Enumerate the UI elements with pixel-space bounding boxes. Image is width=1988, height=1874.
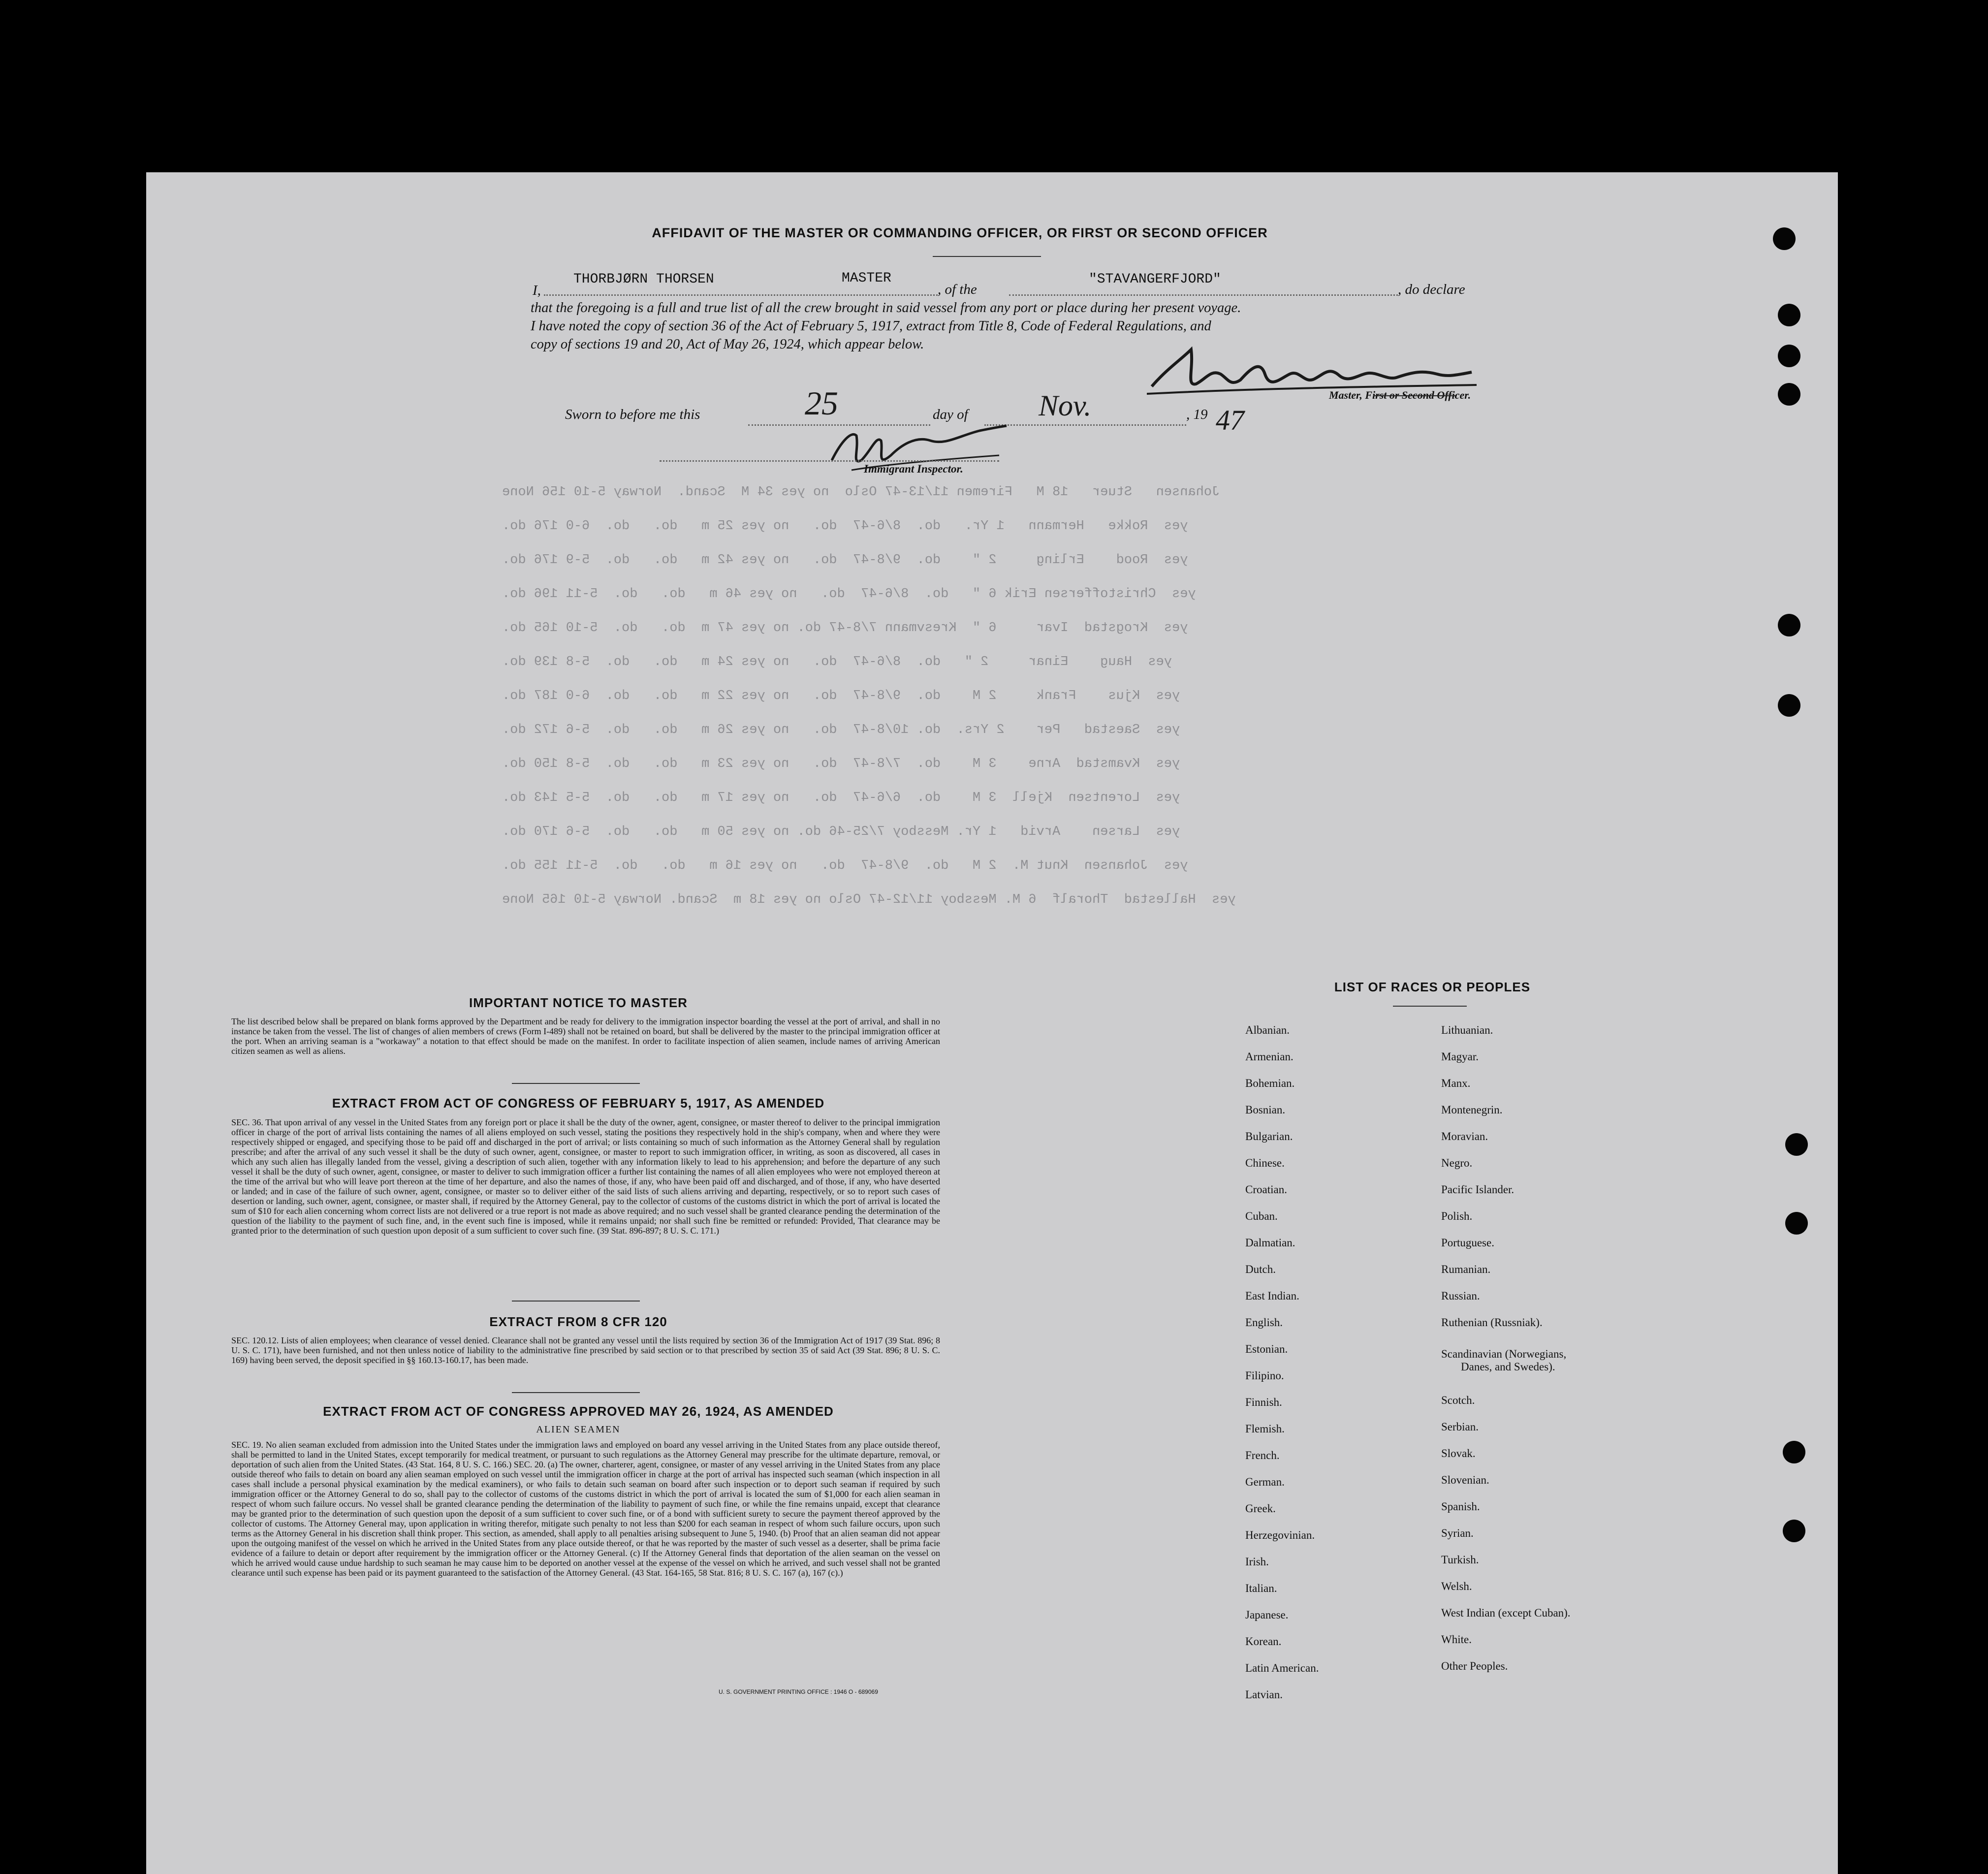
race-item: Bosnian.	[1245, 1104, 1286, 1116]
race-item: Polish.	[1441, 1210, 1473, 1222]
race-item: German.	[1245, 1476, 1285, 1488]
day-of-text: day of	[933, 407, 968, 422]
punch-hole	[1778, 383, 1800, 406]
race-item: Welsh.	[1441, 1580, 1472, 1592]
race-item: Dalmatian.	[1245, 1237, 1295, 1249]
race-item: Flemish.	[1245, 1423, 1285, 1435]
race-item: Japanese.	[1245, 1609, 1289, 1621]
extract-cfr-text: SEC. 120.12. Lists of alien employees; when clearance of vessel denied. Clearance shall not be granted any vessel until the lists required by section 36 of the Immigration Act of 1917 (39 Stat. 896; 8 U. S. C. 171), have been furnished, and not then unless notice of liability to the administrative fine prescribed by said section or to that prescribed by section 35 of said Act (39 Stat. 896; 8 U. S. C. 169) having been served, the deposit specified in §§ 160.13-160.17, has been made.	[231, 1335, 940, 1365]
race-item: Montenegrin.	[1441, 1104, 1503, 1116]
affidavit-title: AFFIDAVIT OF THE MASTER OR COMMANDING OFFICER, OR FIRST OR SECOND OFFICER	[652, 225, 1268, 240]
do-declare-text: , do declare	[1398, 282, 1465, 297]
notice-title: IMPORTANT NOTICE TO MASTER	[469, 995, 688, 1010]
race-item: Russian.	[1441, 1290, 1480, 1302]
race-item: Filipino.	[1245, 1369, 1284, 1382]
race-item: Italian.	[1245, 1582, 1277, 1594]
extract-1924-text: SEC. 19. No alien seaman excluded from admission into the United States under the immigration laws and employed on board any vessel arriving in the United States from any place outside thereof, shall be permitted to land in the United States, except temporarily for medical treatment, or pursuant to such regulations as the Attorney General may prescribe for the ultimate departure, removal, or deportation of such alien from the United States. (43 Stat. 164, 8 U. S. C. 166.) SEC. 20. (a) The owner, charterer, agent, consignee, or master of any vessel arriving in the United States from any place outside thereof who fails to detain on board any alien seaman employed on such vessel until the immigration officer in charge at the port of arrival has inspected such seaman (which inspection in all cases shall include a personal physical examination by the medical examiners), or who fails to detain such seaman on board after such inspection or to deport such seaman if required by such immigration officer or the Attorney General to do so, shall pay to the collector of customs of the customs district in which the port of arrival is located the sum of $1,000 for each alien seaman in respect of whom such failure occurs. No vessel shall be granted clearance pending the determination of the liability to payment of such fine, or while the fine remains unpaid, except that clearance may be granted prior to the determination of such question upon the deposit of a sum sufficient to cover such fine, or of a bond with sufficient surety to secure the payment thereof approved by the collector of customs. The Attorney General may, upon application in writing therefor, mitigate such penalty to not less than $200 for each seaman in respect of whom such failure occurs, upon such terms as the Attorney General in his discretion shall think proper. This section, as amended, shall apply to all penalties arising subsequent to June 5, 1940. (b) Proof that an alien seaman did not appear upon the outgoing manifest of the vessel on which he arrived in the United States from any place outside thereof, or that he was reported by the master of such vessel as a deserter, shall be prima facie evidence of a failure to detain or deport after requirement by the immigration officer or the Attorney General. (c) If the Attorney General finds that deportation of the alien seaman on the vessel on which he arrived would cause undue hardship to such seaman he may cause him to be deported on another vessel at the expense of the vessel on which he arrived, and such vessel shall not be granted clearance until such expense has been paid or its payment guaranteed to the satisfaction of the Attorney General. (43 Stat. 164-165, 58 Stat. 816; 8 U. S. C. 167 (a), 167 (c).)	[231, 1440, 940, 1578]
race-item: Bohemian.	[1245, 1077, 1295, 1089]
race-item: Slovak.	[1441, 1447, 1476, 1460]
race-item: Chinese.	[1245, 1157, 1285, 1169]
race-item: West Indian (except Cuban).	[1441, 1607, 1571, 1619]
race-item: White.	[1441, 1633, 1472, 1646]
bleed-through-row: yes Hallestad Thoralf 6 M. Messboy 11/12-47 Oslo no yes 18 m Scand. Norway 5-10 165 None	[502, 892, 1236, 907]
punch-hole	[1783, 1520, 1805, 1542]
year-value: 47	[1216, 404, 1244, 436]
race-item: Portuguese.	[1441, 1237, 1494, 1249]
notice-text: The list described below shall be prepared on blank forms approved by the Department and be ready for delivery to the immigration inspector boarding the vessel at the port of arrival, and shall in no instance be taken from the vessel. The list of changes of alien members of crews (Form I-489) shall not be retained on board, but shall be delivered by the master to the principal immigration officer at the port. When an arriving seaman is a "workaway" a notation to that effect should be made on the manifest. In order to facilitate inspection of alien seamen, include names of arriving American citizen seamen as well as aliens.	[231, 1016, 940, 1056]
strike-through	[1373, 395, 1457, 396]
inspector-caption: Immigrant Inspector.	[864, 463, 963, 475]
bleed-through-row: yes Kjus Frank 2 M do. 9/8-47 do. no yes 22 m do. do. 6-0 187 do.	[502, 689, 1180, 703]
race-item: Manx.	[1441, 1077, 1471, 1089]
section-rule	[512, 1301, 640, 1302]
punch-hole	[1785, 1133, 1808, 1156]
race-item: Moravian.	[1441, 1130, 1488, 1143]
master-rank: MASTER	[842, 271, 891, 286]
vessel-line	[1009, 294, 1398, 296]
race-item: Slovenian.	[1441, 1474, 1489, 1486]
race-item: Latvian.	[1245, 1688, 1283, 1701]
race-item: Greek.	[1245, 1502, 1276, 1515]
bleed-through-row: yes Christoffersen Erik 6 " do. 8/6-47 do. no yes 46 m do. do. 5-11 196 do.	[502, 587, 1196, 602]
month-line	[984, 424, 1186, 426]
vessel-name: "STAVANGERFJORD"	[1089, 272, 1221, 287]
extract-1917-title: EXTRACT FROM ACT OF CONGRESS OF FEBRUARY 5, 1917, AS AMENDED	[332, 1096, 825, 1111]
bleed-through-row: yes Saestad Per 2 Yrs. do. 10/8-47 do. no yes 26 m do. do. 5-6 172 do.	[502, 723, 1180, 737]
extract-1924-title: EXTRACT FROM ACT OF CONGRESS APPROVED MAY 26, 1924, AS AMENDED	[323, 1404, 834, 1419]
race-item: Irish.	[1245, 1556, 1269, 1568]
punch-hole	[1783, 1441, 1805, 1463]
master-caption: Master, First or Second Officer.	[1329, 389, 1471, 401]
year-prefix: , 19	[1186, 407, 1208, 422]
race-item: Other Peoples.	[1441, 1660, 1508, 1672]
bleed-through-row: yes Larsen Arvid 1 Yr. Messboy 7/25-46 do. no yes 50 m do. do. 5-6 170 do.	[502, 825, 1180, 839]
declaration-line-4: copy of sections 19 and 20, Act of May 26, 1924, which appear below.	[531, 337, 924, 352]
title-rule	[933, 256, 1041, 257]
race-item: Cuban.	[1245, 1210, 1278, 1222]
race-item: French.	[1245, 1449, 1280, 1461]
punch-hole	[1773, 227, 1796, 250]
race-item: Pacific Islander.	[1441, 1183, 1515, 1196]
race-item: Spanish.	[1441, 1500, 1480, 1513]
race-item: Bulgarian.	[1245, 1130, 1293, 1143]
races-rule	[1393, 1006, 1467, 1007]
bleed-through-row: yes Rood Erling 2 " do. 9/8-47 do. no yes 42 m do. do. 5-9 176 do.	[502, 553, 1188, 568]
race-item: Scotch.	[1441, 1394, 1475, 1406]
race-item: Korean.	[1245, 1635, 1282, 1648]
affidavit-i: I,	[533, 283, 541, 298]
bleed-through-row: yes Lorentsen Kjell 3 M do. 6/6-47 do. no yes 17 m do. do. 5-5 143 do.	[502, 791, 1180, 805]
inspector-line	[660, 460, 999, 462]
race-item: Armenian.	[1245, 1050, 1294, 1063]
race-item: Danes, and Swedes).	[1461, 1361, 1555, 1373]
of-the-text: , of the	[938, 282, 977, 297]
punch-hole	[1778, 304, 1800, 326]
bleed-through-row: Johansen Stuer 18 M Firemen 11/13-47 Oslo no yes 34 M Scand. Norway 5-10 156 None	[502, 485, 1220, 500]
bleed-through-row: yes Johansen Knut M. 2 M do. 9/8-47 do. no yes 16 m do. do. 5-11 155 do.	[502, 858, 1188, 873]
race-item: Scandinavian (Norwegians,	[1441, 1348, 1567, 1360]
bleed-through-row: yes Rokke Hermann 1 Yr. do. 8/6-47 do. no yes 25 m do. do. 6-0 176 do.	[502, 519, 1188, 534]
race-item: Negro.	[1441, 1157, 1473, 1169]
name-line	[544, 294, 938, 296]
race-item: English.	[1245, 1316, 1283, 1329]
extract-cfr-title: EXTRACT FROM 8 CFR 120	[489, 1314, 667, 1329]
section-rule	[512, 1083, 640, 1084]
punch-hole	[1778, 345, 1800, 367]
race-item: Syrian.	[1441, 1527, 1474, 1539]
bleed-through-row: yes Kvamstad Arne 3 M do. 7/8-47 do. no yes 23 m do. do. 5-8 150 do.	[502, 757, 1180, 771]
declaration-line-2: that the foregoing is a full and true list of all the crew brought in said vessel from any port or place during her present voyage.	[531, 300, 1241, 316]
race-item: Rumanian.	[1441, 1263, 1491, 1275]
section-rule	[512, 1392, 640, 1393]
races-title: LIST OF RACES OR PEOPLES	[1334, 980, 1531, 994]
race-item: Albanian.	[1245, 1024, 1290, 1036]
race-item: Dutch.	[1245, 1263, 1276, 1275]
race-item: Lithuanian.	[1441, 1024, 1493, 1036]
race-item: Finnish.	[1245, 1396, 1282, 1408]
race-item: Serbian.	[1441, 1421, 1479, 1433]
extract-1917-text: SEC. 36. That upon arrival of any vessel in the United States from any foreign port or place it shall be the duty of the owner, agent, consignee, or master thereof to deliver to the principal immigration officer in charge of the port of arrival lists containing the names of all aliens employed on such vessel, stating the positions they respectively hold in the ship's company, when and where they were respectively shipped or engaged, and specifying those to be paid off and discharged in the port of arrival; or lists containing so much of such information as the Attorney General shall by regulation prescribe; and after the arrival of any such vessel it shall be the duty of such owner, agent, consignee, or master to report to such immigration officer, in writing, as soon as discovered, all cases in which any such alien has illegally landed from the vessel, giving a description of such alien, together with any information likely to lead to his apprehension; and before the departure of any such vessel it shall be the duty of such owner, agent, consignee, or master to deliver to such immigration officer a further list containing the names of all alien employees who were not employed thereon at the time of the arrival but who will leave port thereon at the time of her departure, and also the names of those, if any, who have been paid off and discharged, and of those, if any, who have deserted or landed; and in case of the failure of such owner, agent, consignee, or master so to deliver either of the said lists of such aliens arriving and departing, respectively, or so to report such cases of desertion or landing, such owner, agent, consignee, or master shall, if required by the Attorney General, pay to the collector of customs of the customs district in which the port of arrival is located the sum of $10 for each alien concerning whom correct lists are not delivered or a true report is not made as above required; and no such vessel shall be granted clearance pending the determination of the question of the liability to the payment of such fine, and, in the event such fine is imposed, while it remains unpaid; nor shall such fine be remitted or refunded: Provided, That clearance may be granted prior to the determination of such question upon deposit of a sum sufficient to cover such fine. (39 Stat. 896-897; 8 U. S. C. 171.)	[231, 1117, 940, 1236]
bleed-through-row: yes Krogstad Ivar 6 " Kresvmann 7/8-47 do. no yes 47 m do. do. 5-10 165 do.	[502, 621, 1188, 635]
race-item: Turkish.	[1441, 1554, 1479, 1566]
race-item: Magyar.	[1441, 1050, 1479, 1063]
punch-hole	[1785, 1212, 1808, 1235]
month-value: Nov.	[1039, 389, 1092, 422]
bleed-through-row: yes Haug Einar 2 " do. 8/6-47 do. no yes 24 m do. do. 5-8 139 do.	[502, 655, 1172, 669]
race-item: Ruthenian (Russniak).	[1441, 1316, 1543, 1329]
day-value: 25	[805, 384, 838, 422]
extract-1924-subtitle: ALIEN SEAMEN	[536, 1424, 621, 1435]
race-item: Croatian.	[1245, 1183, 1287, 1196]
race-item: Herzegovinian.	[1245, 1529, 1315, 1541]
sworn-text: Sworn to before me this	[565, 407, 700, 422]
printer-line: U. S. GOVERNMENT PRINTING OFFICE : 1946 O - 689069	[719, 1688, 878, 1695]
race-item: Estonian.	[1245, 1343, 1288, 1355]
master-name: THORBJØRN THORSEN	[573, 272, 714, 287]
race-item: East Indian.	[1245, 1290, 1299, 1302]
race-item: Latin American.	[1245, 1662, 1319, 1674]
declaration-line-3: I have noted the copy of section 36 of the Act of February 5, 1917, extract from Title 8, Code of Federal Regulations, and	[531, 318, 1211, 334]
